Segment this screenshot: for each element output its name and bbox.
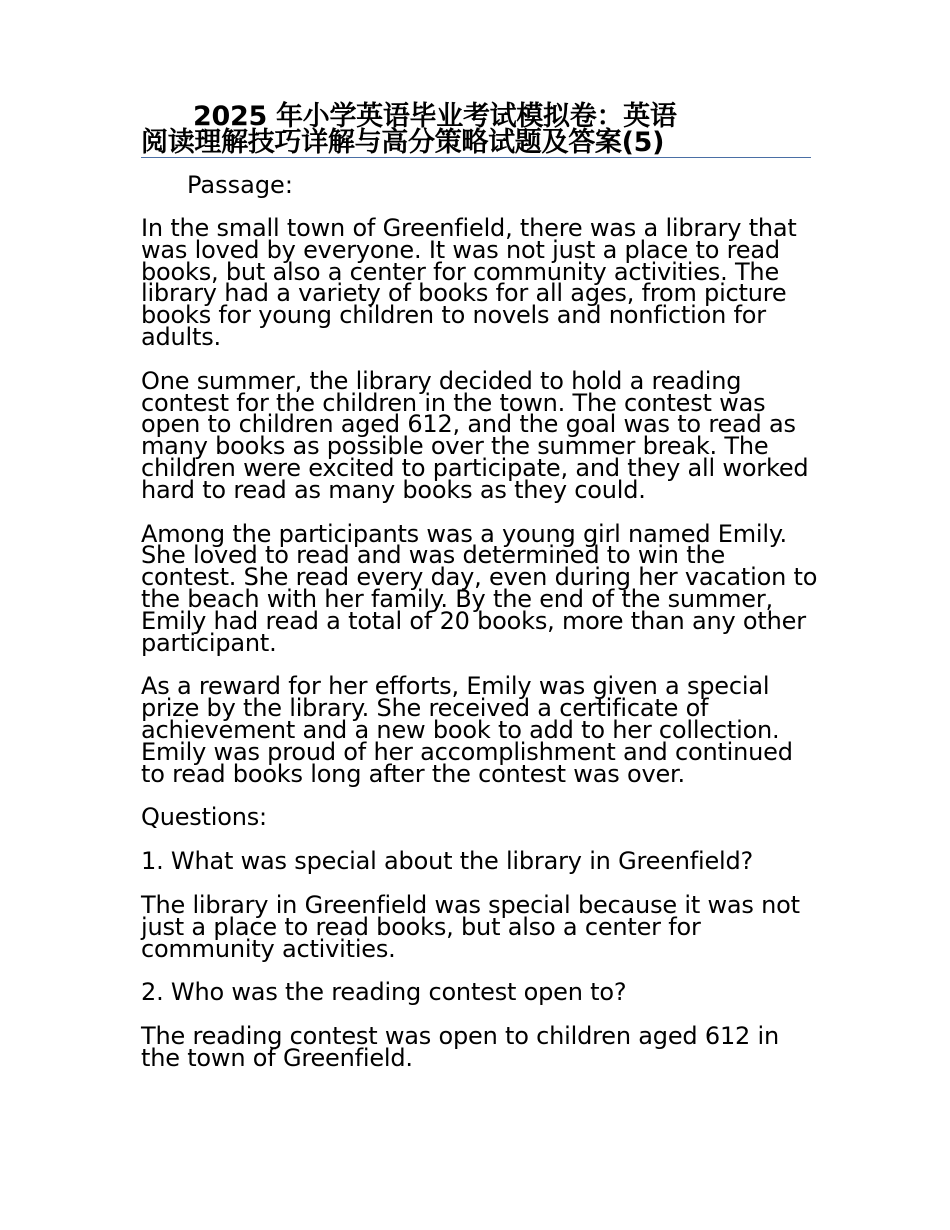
- passage-paragraph-4: [141, 672, 811, 788]
- text-line: contest for the children in the town. The contest was: [141, 388, 766, 417]
- document-page: [141, 101, 818, 1072]
- text-line: books, but also a center for community activities. The: [141, 257, 780, 286]
- text-line: contest. She read every day, even during her vacation to: [141, 563, 818, 592]
- text-line: adults.: [141, 322, 221, 351]
- text-line: The reading contest was open to children aged 612 in: [141, 1022, 779, 1051]
- text-line: achievement and a new book to add to her collection.: [141, 715, 780, 744]
- text-line: As a reward for her efforts, Emily was given a special: [141, 672, 770, 701]
- text-line: to read books long after the contest was over.: [141, 759, 685, 788]
- text-line: the town of Greenfield.: [141, 1043, 413, 1072]
- title-line: 2025 年小学英语毕业考试模拟卷：英语: [193, 101, 677, 132]
- text-line: just a place to read books, but also a center for: [141, 912, 701, 941]
- answer-2: [141, 1022, 811, 1072]
- question-text: 2. Who was the reading contest open to?: [141, 978, 627, 1007]
- text-line: was loved by everyone. It was not just a place to read: [141, 235, 780, 264]
- text-line: the beach with her family. By the end of the summer,: [141, 584, 773, 613]
- text-line: The library in Greenfield was special because it was not: [141, 890, 800, 919]
- text-line: hard to read as many books as they could.: [141, 475, 646, 504]
- text-line: children were excited to participate, and they all worked: [141, 453, 809, 482]
- text-line: books for young children to novels and nonfiction for: [141, 301, 766, 330]
- text-line: Emily was proud of her accomplishment and continued: [141, 737, 793, 766]
- question-text: 1. What was special about the library in Greenfield?: [141, 847, 754, 876]
- document-title: [141, 101, 811, 158]
- text-line: participant.: [141, 628, 277, 657]
- text-line: open to children aged 612, and the goal was to read as: [141, 410, 796, 439]
- text-line: Among the participants was a young girl named Emily.: [141, 519, 787, 548]
- passage-paragraph-2: [141, 366, 811, 504]
- text-line: In the small town of Greenfield, there was a library that: [141, 214, 797, 242]
- text-line: Emily had read a total of 20 books, more than any other: [141, 606, 806, 635]
- questions-label: Questions:: [141, 803, 267, 832]
- text-line: She loved to read and was determined to win the: [141, 541, 726, 570]
- text-line: community activities.: [141, 934, 396, 963]
- answer-1: [141, 890, 811, 963]
- passage-paragraph-3: [141, 519, 818, 657]
- text-line: library had a variety of books for all ages, from picture: [141, 279, 787, 308]
- text-line: prize by the library. She received a certificate of: [141, 694, 709, 723]
- passage-paragraph-1: [141, 214, 811, 351]
- passage-label: Passage:: [187, 171, 293, 199]
- title-line: 阅读理解技巧详解与高分策略试题及答案(5): [141, 127, 665, 158]
- question-1: [141, 847, 811, 876]
- text-line: many books as possible over the summer break. The: [141, 432, 769, 461]
- text-line: One summer, the library decided to hold a reading: [141, 366, 742, 395]
- question-2: [141, 978, 811, 1007]
